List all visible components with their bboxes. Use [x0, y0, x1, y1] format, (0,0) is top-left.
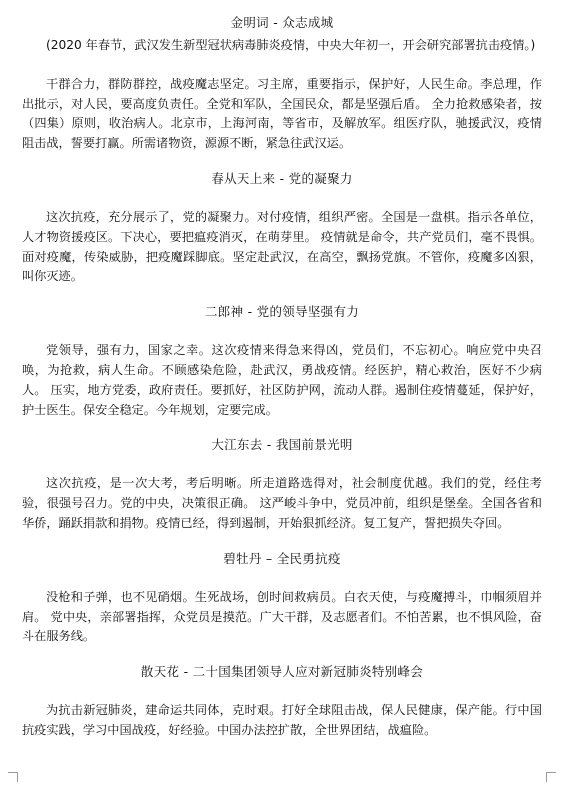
paragraph: 这次抗疫，充分展示了，党的凝聚力。对付疫情，组织严密。全国是一盘棋。指示各单位，人才物资援疫区。下决心，要把瘟疫消灭，在萌芽里。 疫情就是命令，共产党员们，毫不畏惧。面对疫魔，传染威胁，把疫魔踩脚底。坚定赴武汉，在高空，飘扬党旗。不管你，疫魔多凶狠，叫你灭迹。: [22, 209, 542, 284]
paragraph: 这次抗疫，是一次大考，考后明晰。所走道路选得对，社会制度优越。我们的党，经住考验，很强号召力。党的中央，决策很正确。 这严峻斗争中，党员冲前，组织是堡垒。全国各省和华侨，踊跃捐款和捐物。疫情已经，得到遏制，开始狠抓经济。复工复产，誓把损失夺回。: [22, 476, 542, 530]
section-title: 大江东去 - 我国前景光明: [211, 437, 353, 453]
page-corner-mark: [546, 772, 556, 782]
document-page: [22, 14, 542, 741]
paragraph: 为抗击新冠肺炎，建命运共同体，克时艰。打好全球阻击战，保人民健康，保产能。行中国抗疫实践，学习中国战疫，好经验。中国办法控扩散，全世界团结，战瘟险。: [22, 703, 542, 737]
paragraph: 党领导，强有力，国家之幸。这次疫情来得急来得凶，党员们，不忘初心。响应党中央召唤，为抢救，病人生命。不顾感染危险，赴武汉，勇战疫情。经医护，精心救治，医好不少病人。 压实，地方党委，政府责任。要抓好，社区防护网，流动人群。遏制住疫情蔓延，保护好，护士医生。保安全稳定。今年规划，定要完成。: [22, 343, 542, 417]
section-title: 散天花 - 二十国集团领导人应对新冠肺炎特别峰会: [140, 664, 424, 680]
section-title: 金明词 - 众志成城: [230, 15, 334, 30]
section-title: 碧牡丹 – 全民勇抗疫: [223, 550, 341, 566]
paragraph: (2020 年春节，武汉发生新型冠状病毒肺炎疫情，中央大年初一，开会研究部署抗击疫情。): [46, 38, 536, 52]
section-title: 春从天上来 - 党的凝聚力: [211, 170, 353, 186]
page-corner-mark: [8, 772, 18, 782]
section-title: 二郎神 - 党的领导坚强有力: [204, 304, 360, 320]
paragraph: 没枪和子弹，也不见硝烟。生死战场，创时间救病员。白衣天使，与疫魔搏斗，巾帼须眉并肩。 党中央，亲部署指挥，众党员是摸范。广大干群，及志愿者们。不怕苦累，也不惧风险，奋斗在服务线。: [22, 589, 542, 644]
paragraph: 干群合力，群防群控，战疫魔志坚定。习主席，重要指示，保护好，人民生命。李总理，作出批示，对人民，要高度负责任。全党和军队，全国民众，都是坚强后盾。 全力抢救感染者，按（四集）原则，收治病人。北京市，上海河南，等省市，及解放军。组医疗队，驰援武汉，疫情阻击战，誓要打赢。所需诸物资，源源不断，紧急往武汉运。: [22, 76, 542, 151]
